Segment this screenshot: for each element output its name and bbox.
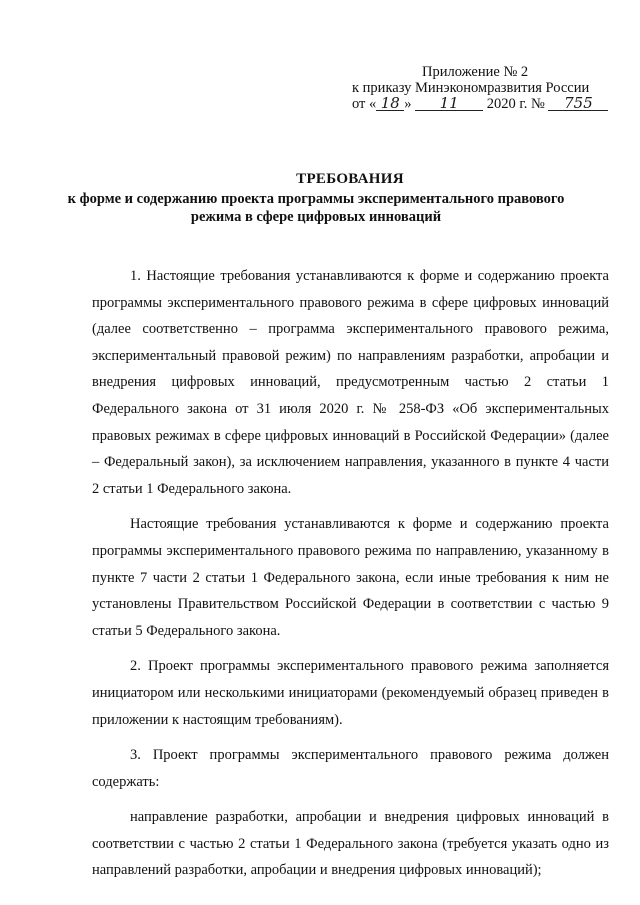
document-header xyxy=(352,64,622,112)
paragraph-3-item-1: направление разработки, апробации и внедрения цифровых инноваций в соответствии с частью 2 статьи 1 Федерального закона (требуется указать одно из направлений разработки, апробации и внедрения цифровых инноваций); xyxy=(92,809,609,879)
document-title-block xyxy=(0,170,640,226)
document-subtitle: к форме и содержанию проекта программы экспериментального правового режима в сфере цифровых инноваций xyxy=(67,191,565,225)
appendix-label: Приложение № 2 xyxy=(422,64,529,80)
paragraph-1-continued: Настоящие требования устанавливаются к форме и содержанию проекта программы экспериментального правового режима по направлению, указанному в пункте 7 части 2 статьи 1 Федерального закона, если иные требования к ним не установлены Правительством Российской Федерации в соответствии с частью 9 статьи 5 Федерального закона. xyxy=(92,516,609,639)
document-title: ТРЕБОВАНИЯ xyxy=(296,171,404,187)
document-body xyxy=(92,263,609,893)
date-year: 2020 г. № xyxy=(486,96,545,112)
paragraph-3: 3. Проект программы экспериментального правового режима должен содержать: xyxy=(92,747,609,790)
paragraph-1: 1. Настоящие требования устанавливаются к форме и содержанию проекта программы экспериментального правового режима в сфере цифровых инноваций (далее соответственно – программа экспериментального правового режима, экспериментальный правовой режим) по направлениям разработки, апробации и внедрения цифровых инноваций, предусмотренным частью 2 статьи 1 Федерального закона от 31 июля 2020 г. № 258-ФЗ «Об экспериментальных правовых режимах в сфере цифровых инноваций в Российской Федерации» (далее – Федеральный закон), за исключением направления, указанного в пункте 4 части 2 статьи 1 Федерального закона. xyxy=(92,268,609,497)
order-reference: к приказу Минэкономразвития России xyxy=(352,80,590,96)
handwritten-month: 11 xyxy=(415,97,483,111)
handwritten-day: 18 xyxy=(376,97,404,111)
paragraph-2: 2. Проект программы экспериментального правового режима заполняется инициатором или несколькими инициаторами (рекомендуемый образец приведен в приложении к настоящим требованиям). xyxy=(92,658,609,728)
date-prefix: от « xyxy=(352,96,377,112)
order-date-line xyxy=(352,96,622,112)
date-separator: » xyxy=(404,96,412,112)
handwritten-order-number: 755 xyxy=(548,97,608,111)
